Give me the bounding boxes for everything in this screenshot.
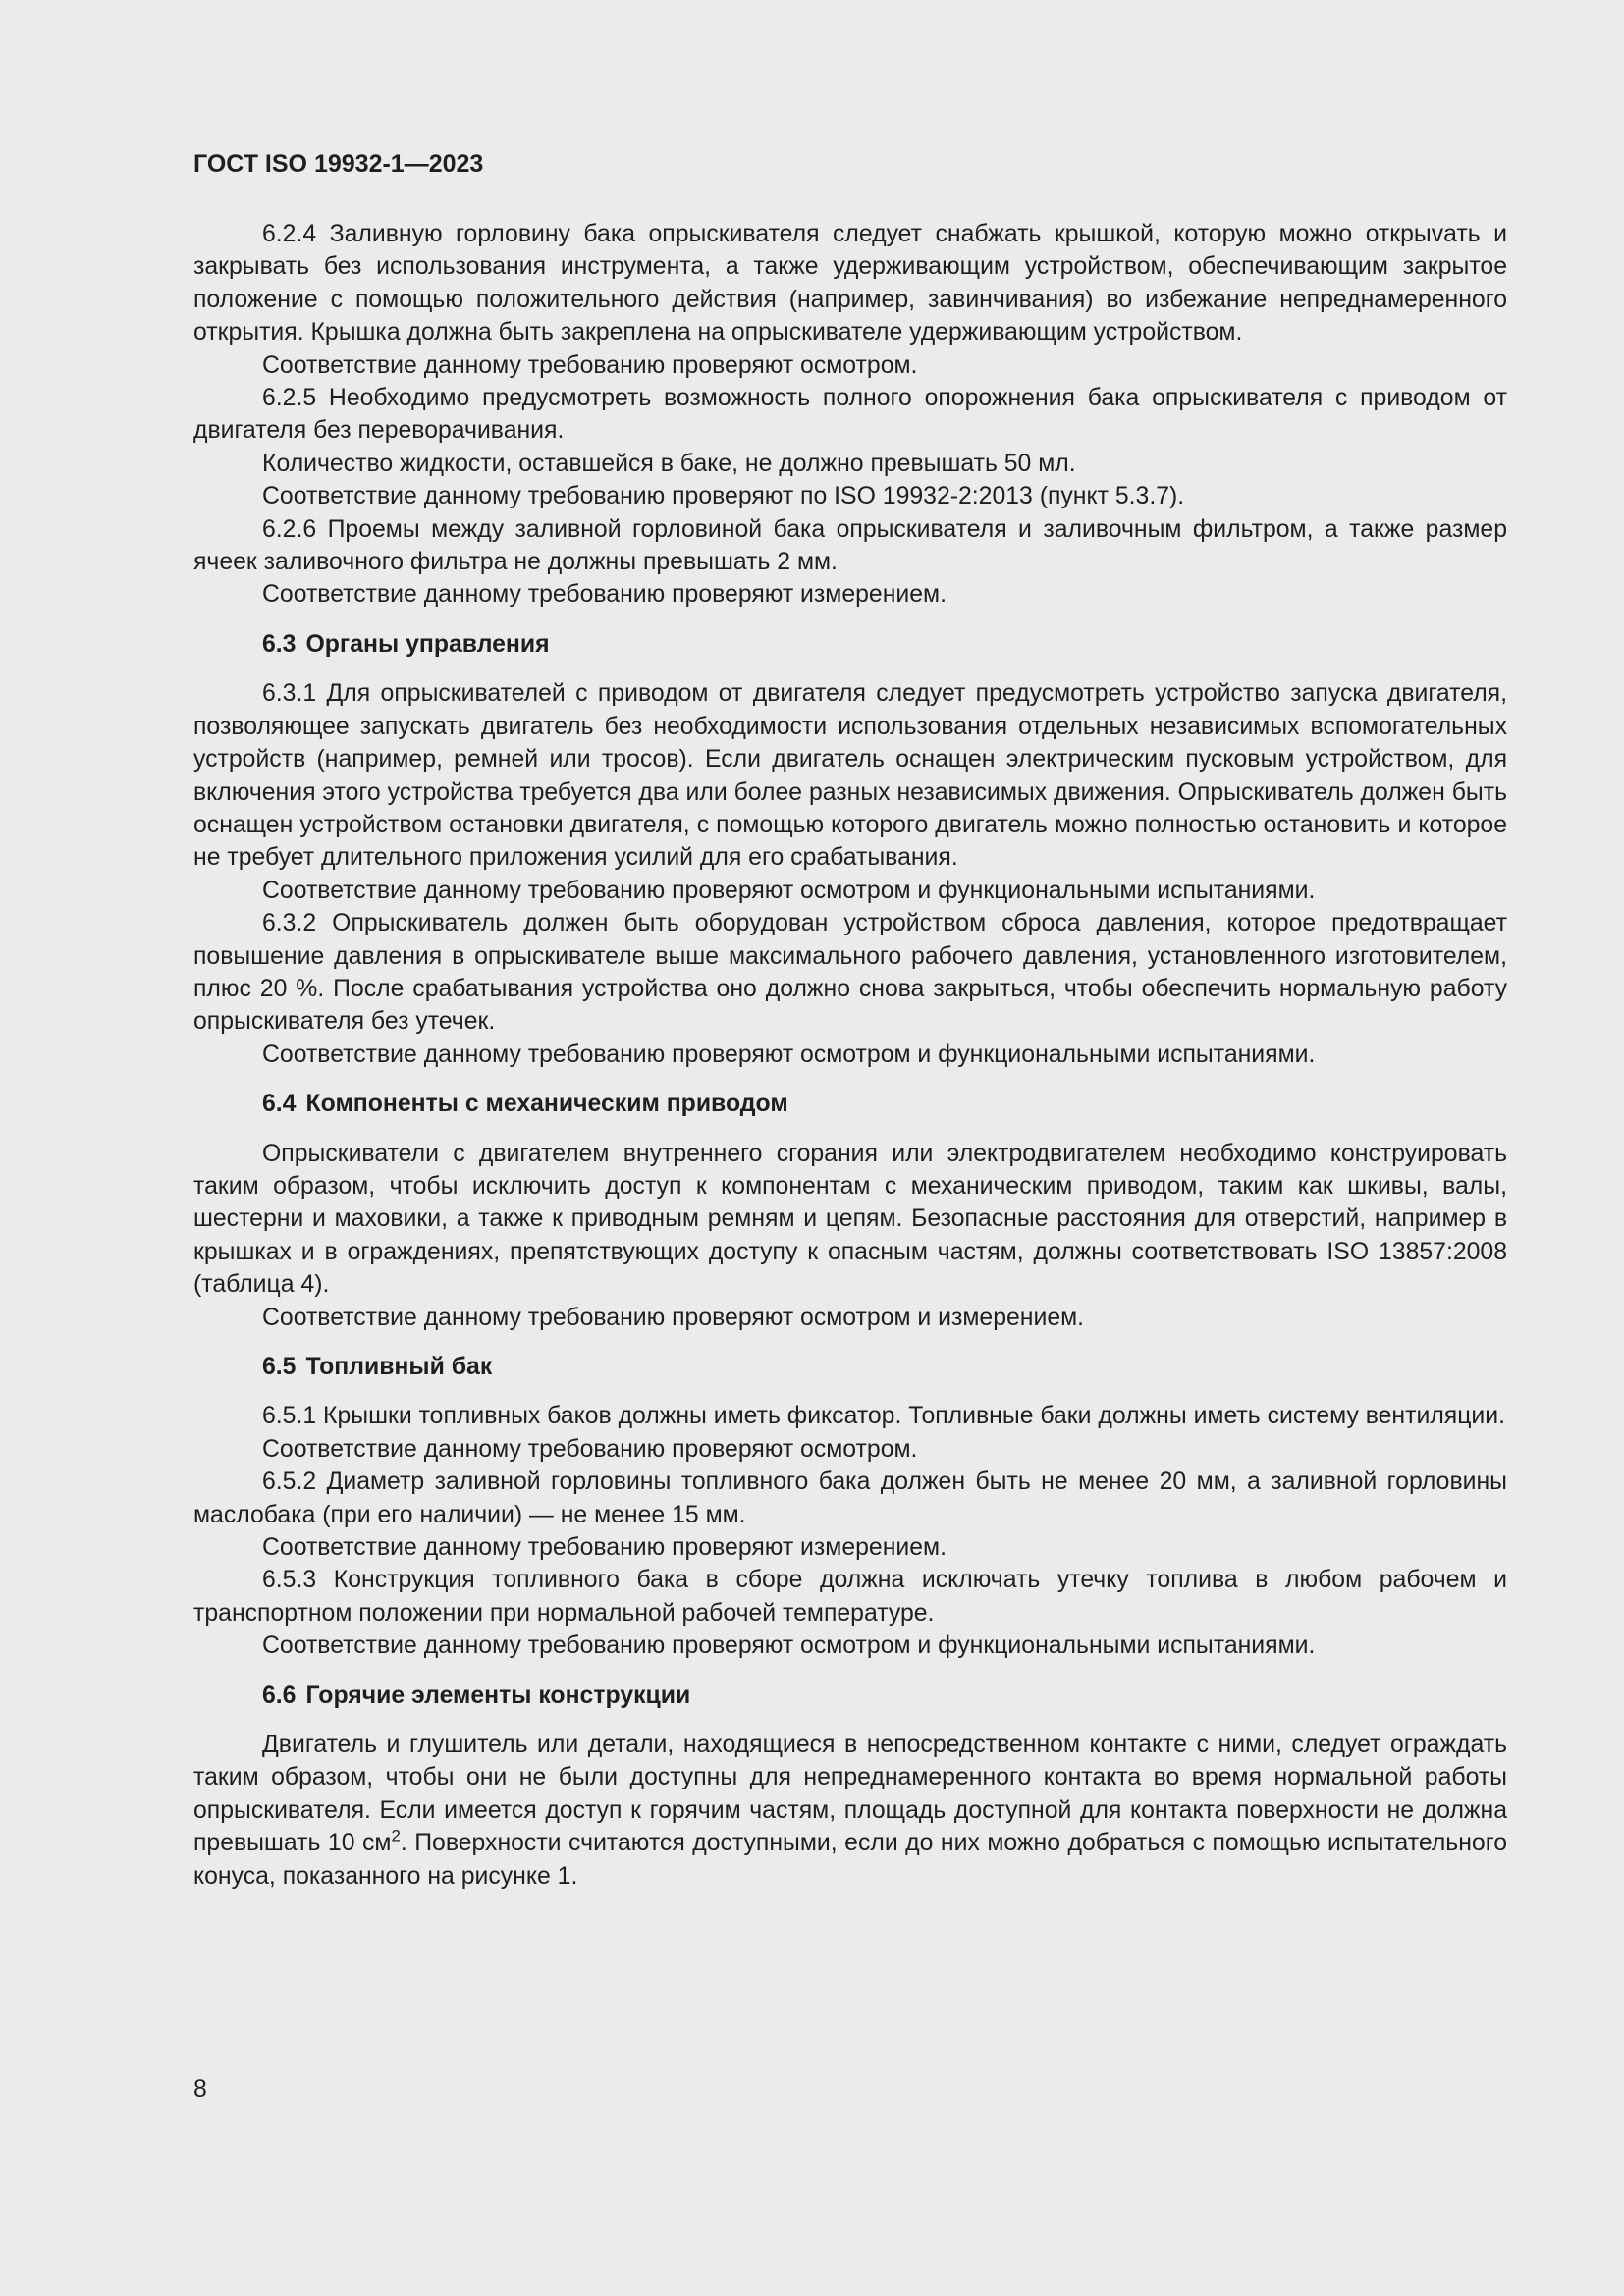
clause-6-3-2: 6.3.2 Опрыскиватель должен быть оборудован устройством сброса давления, которое предотвращает повышение давления в опрыскивателе выше максимального рабочего давления, установленного изготовителем, плюс 20 %. После срабатывания устройства оно должно снова закрыться, чтобы обеспечить нормальную работу опрыскивателя без утечек.: [193, 910, 1507, 1036]
clause-6-3-1-check: Соответствие данному требованию проверяют осмотром и функциональными испытаниями.: [262, 877, 1316, 904]
clause-6-2-5-check: Соответствие данному требованию проверяют по ISO 19932-2:2013 (пункт 5.3.7).: [262, 483, 1185, 510]
section-6-5-heading: [193, 1351, 1507, 1383]
section-6-3-block: [193, 677, 1507, 1071]
clause-6-2-block: [193, 218, 1507, 612]
section-title: Компоненты с механическим приводом: [305, 1091, 788, 1118]
clause-6-5-1-check: Соответствие данному требованию проверяют осмотром.: [262, 1435, 918, 1463]
section-number: 6.4: [262, 1091, 297, 1118]
section-6-3-heading: [193, 628, 1507, 661]
clause-6-5-3: 6.5.3 Конструкция топливного бака в сборе должна исключать утечку топлива в любом рабочем и транспортном положении при нормальной рабочей температуре.: [193, 1567, 1507, 1627]
clause-6-2-6-check: Соответствие данному требованию проверяют измерением.: [262, 581, 947, 609]
clause-6-5-3-check: Соответствие данному требованию проверяют осмотром и функциональными испытаниями.: [262, 1632, 1316, 1660]
clause-6-2-5: 6.2.5 Необходимо предусмотреть возможность полного опорожнения бака опрыскивателя с приводом от двигателя без переворачивания.: [193, 385, 1507, 445]
page-number: 8: [193, 2076, 207, 2103]
section-6-4-block: [193, 1138, 1507, 1334]
clause-6-4-check: Соответствие данному требованию проверяют осмотром и измерением.: [262, 1304, 1085, 1331]
clause-6-4-text: Опрыскиватели с двигателем внутреннего сгорания или электродвигателем необходимо конструировать таким образом, чтобы исключить доступ к компонентам с механическим приводом, таким как шкивы, валы, шестерни и маховики, а также к приводным ремням и цепям. Безопасные расстояния для отверстий, например в крышках и в ограждениях, препятствующих доступу к опасным частям, должны соответствовать ISO 13857:2008 (таблица 4).: [193, 1140, 1507, 1299]
clause-6-6-part2: . Поверхности считаются доступными, если до них можно добраться с помощью испытательного конуса, показанного на рисунке 1.: [193, 1830, 1507, 1890]
superscript-exponent: 2: [391, 1827, 401, 1846]
section-title: Органы управления: [305, 630, 550, 658]
section-title: Горячие элементы конструкции: [305, 1682, 691, 1709]
section-number: 6.5: [262, 1354, 297, 1380]
section-6-4-heading: [193, 1088, 1507, 1120]
section-title: Топливный бак: [305, 1354, 493, 1380]
section-number: 6.6: [262, 1682, 297, 1709]
document-header: ГОСТ ISO 19932-1—2023: [193, 150, 484, 178]
clause-6-5-2-check: Соответствие данному требованию проверяют измерением.: [262, 1534, 947, 1562]
clause-6-6-text: [193, 1729, 1507, 1893]
clause-6-3-2-check: Соответствие данному требованию проверяют осмотром и функциональными испытаниями.: [262, 1041, 1316, 1068]
section-6-6-heading: [193, 1680, 1507, 1712]
clause-6-5-2: 6.5.2 Диаметр заливной горловины топливного бака должен быть не менее 20 мм, а заливной горловины маслобака (при его наличии) — не менее 15 мм.: [193, 1468, 1507, 1528]
clause-6-2-6: 6.2.6 Проемы между заливной горловиной бака опрыскивателя и заливочным фильтром, а также размер ячеек заливочного фильтра не должны превышать 2 мм.: [193, 515, 1507, 576]
section-6-6-block: [193, 1729, 1507, 1893]
clause-6-2-4-check: Соответствие данному требованию проверяют осмотром.: [262, 351, 918, 379]
clause-6-3-1: 6.3.1 Для опрыскивателей с приводом от двигателя следует предусмотреть устройство запуска двигателя, позволяющее запускать двигатель без необходимости использования отдельных независимых вспомогательных устройств (например, ремней или тросов). Если двигатель оснащен электрическим пусковым устройством, для включения этого устройства требуется два или более разных независимых движения. Опрыскиватель должен быть оснащен устройством остановки двигателя, с помощью которого двигатель можно полностью остановить и которое не требует длительного приложения усилий для его срабатывания.: [193, 680, 1507, 872]
document-page: [193, 147, 1507, 1893]
clause-6-5-1: 6.5.1 Крышки топливных баков должны иметь фиксатор. Топливные баки должны иметь систему вентиляции.: [262, 1403, 1506, 1430]
section-number: 6.3: [262, 630, 297, 658]
clause-6-6-part1: Двигатель и глушитель или детали, находящиеся в непосредственном контакте с ними, следует ограждать таким образом, чтобы они не были доступны для непреднамеренного контакта во время нормальной работы опрыскивателя. Если имеется доступ к горячим частям, площадь доступной для контакта поверхности не должна превышать 10 см: [193, 1732, 1507, 1857]
section-6-5-block: [193, 1400, 1507, 1662]
clause-6-2-4: 6.2.4 Заливную горловину бака опрыскивателя следует снабжать крышкой, которую можно открыvать и закрывать без использования инструмента, а также удерживающим устройством, обеспечивающим закрытое положение с помощью положительного действия (например, завинчивания) во избежание непреднамеренного открытия. Крышка должна быть закреплена на опрыскивателе удерживающим устройством.: [193, 221, 1507, 347]
clause-6-2-5-quantity: Количество жидкости, оставшейся в баке, не должно превышать 50 мл.: [262, 450, 1076, 477]
